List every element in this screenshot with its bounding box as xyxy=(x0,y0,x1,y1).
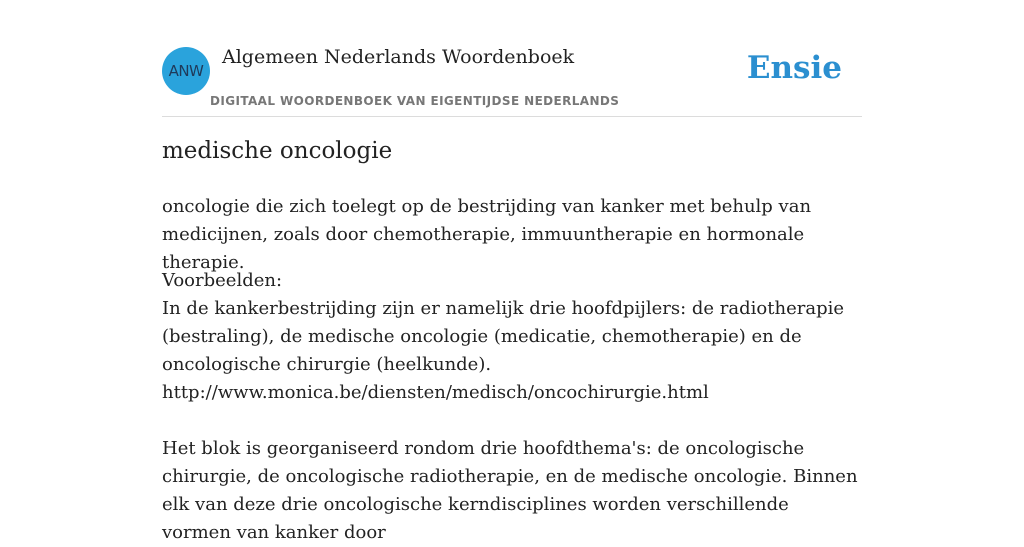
entry-examples xyxy=(162,267,862,547)
site-subtitle: DIGITAAL WOORDENBOEK VAN EIGENTIJDSE NEDERLANDS xyxy=(210,94,620,108)
page xyxy=(162,0,862,543)
example-sentence: In de kankerbestrijding zijn er namelijk drie hoofdpijlers: de radiotherapie (bestraling), de medische oncologie (medicatie, chemotherapie) en de oncologische chirurgie (heelkunde). xyxy=(162,298,845,375)
spacer xyxy=(162,407,862,435)
example-sentence: Het blok is georganiseerd rondom drie hoofdthema's: de oncologische chirurgie, de oncologische radiotherapie, en de medische oncologie. Binnen elk van deze drie oncologische kerndisciplines worden verschillende vormen van kanker door xyxy=(162,438,858,543)
site-header xyxy=(162,0,862,117)
ensie-brand-logo[interactable]: Ensie xyxy=(746,50,842,86)
example-source-link[interactable]: http://www.monica.be/diensten/medisch/oncochirurgie.html xyxy=(162,382,709,403)
examples-label: Voorbeelden: xyxy=(162,270,283,291)
entry-headword: medische oncologie xyxy=(162,138,393,164)
anw-logo[interactable]: ANW xyxy=(162,47,210,95)
entry-definition: oncologie die zich toelegt op de bestrijding van kanker met behulp van medicijnen, zoals door chemotherapie, immuuntherapie en hormonale therapie. xyxy=(162,196,812,273)
site-title[interactable]: Algemeen Nederlands Woordenboek xyxy=(222,46,575,68)
